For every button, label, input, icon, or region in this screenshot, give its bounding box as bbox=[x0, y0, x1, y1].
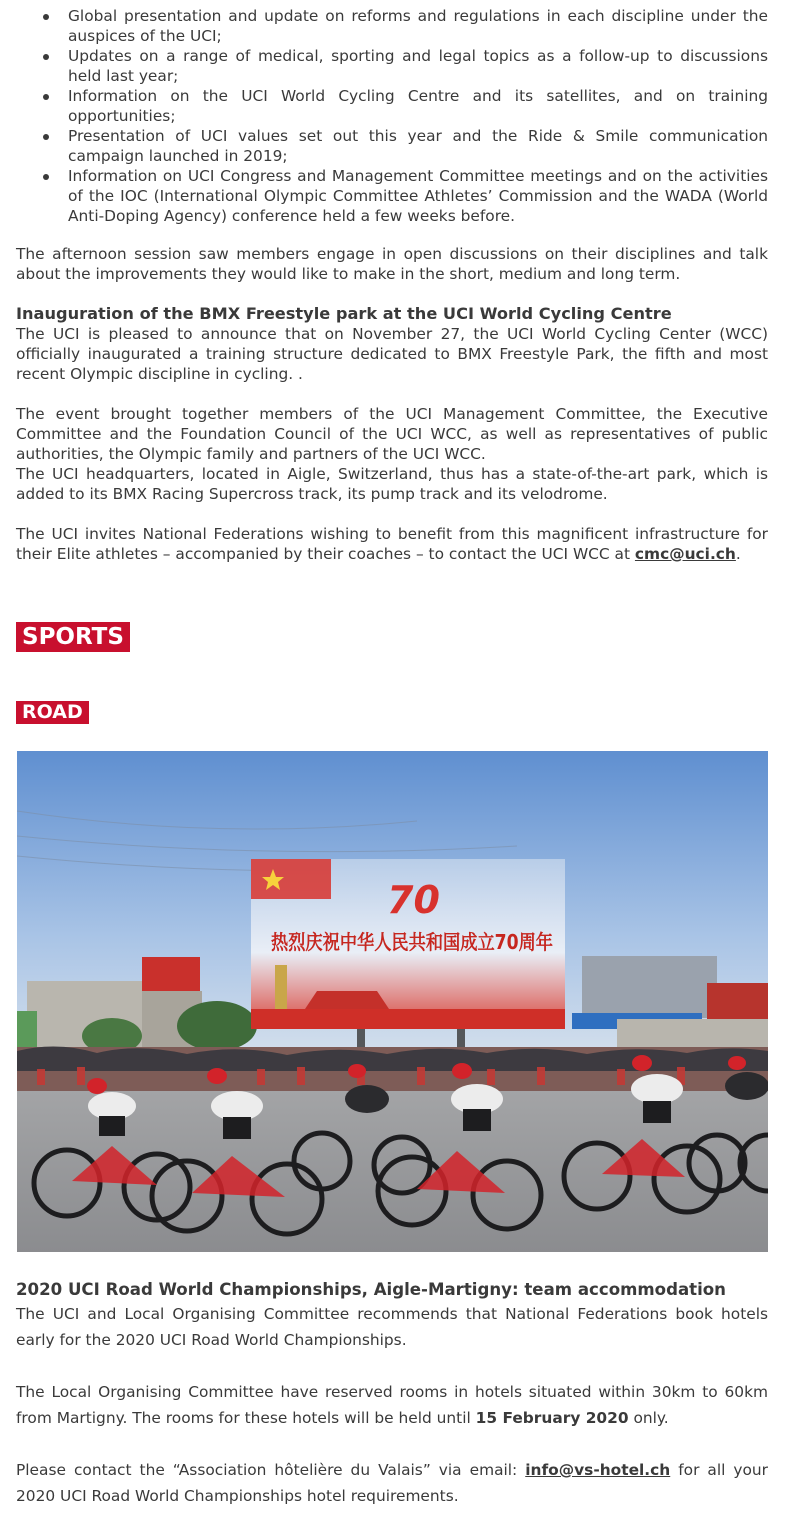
section-badge-road: ROAD bbox=[16, 701, 89, 724]
bmx-contact-end: . bbox=[735, 545, 741, 563]
bmx-heading: Inauguration of the BMX Freestyle park at the UCI World Cycling Centre bbox=[16, 304, 672, 323]
list-item: Updates on a range of medical, sporting and legal topics as a follow-up to discussions held last year; bbox=[16, 46, 768, 86]
road-paragraph-2-text: The Local Organising Committee have reserved rooms in hotels situated within 30km to 60km from Martigny. The rooms for these hotels will be held until bbox=[16, 1383, 768, 1427]
bmx-paragraph-3: The UCI headquarters, located in Aigle, Switzerland, thus has a state-of-the-art park, which is added to its BMX Racing Supercross track, its pump track and its velodrome. bbox=[16, 465, 768, 503]
deadline-date: 15 February 2020 bbox=[475, 1409, 629, 1427]
race-photo bbox=[17, 751, 768, 1252]
section-badge-sports: SPORTS bbox=[16, 622, 130, 652]
newsletter-content bbox=[16, 0, 768, 1505]
road-paragraph-2 bbox=[16, 1379, 768, 1431]
road-section bbox=[16, 1279, 768, 1509]
road-heading: 2020 UCI Road World Championships, Aigle-Martigny: team accommodation bbox=[16, 1280, 726, 1299]
celebration-banner bbox=[251, 859, 565, 1029]
hotel-email-link[interactable]: info@vs-hotel.ch bbox=[525, 1461, 671, 1479]
road-paragraph-1: The UCI and Local Organising Committee recommends that National Federations book hotels early for the 2020 UCI Road World Championships. bbox=[16, 1305, 768, 1349]
bmx-paragraph-1: The UCI is pleased to announce that on November 27, the UCI World Cycling Center (WCC) officially inaugurated a training structure dedicated to BMX Freestyle Park, the fifth and most recent Olympic discipline in cycling. . bbox=[16, 325, 768, 383]
banner-slogan: 热烈庆祝中华人民共和国成立70周年 bbox=[271, 930, 553, 954]
wcc-email-link[interactable]: cmc@uci.ch bbox=[634, 545, 736, 563]
agenda-list bbox=[16, 6, 768, 226]
list-item: Information on UCI Congress and Management Committee meetings and on the activities of the IOC (International Olympic Committee Athletes’ Commission and the WADA (World Anti-Doping Agency) conference held a few weeks before. bbox=[16, 166, 768, 226]
list-item: Global presentation and update on reforms and regulations in each discipline under the auspices of the UCI; bbox=[16, 6, 768, 46]
road-paragraph-3-end: for all your 2020 UCI Road World Championships hotel requirements. bbox=[16, 1461, 768, 1505]
bmx-paragraph-2: The event brought together members of the UCI Management Committee, the Executive Committee and the Foundation Council of the UCI WCC, as well as representatives of public authorities, the Olympic family and partners of the UCI WCC. bbox=[16, 405, 768, 463]
road-paragraph-3-text: Please contact the “Association hôtelière du Valais” via email: bbox=[16, 1461, 526, 1479]
road-paragraph-3 bbox=[16, 1457, 768, 1509]
road-paragraph-2-end: only. bbox=[628, 1409, 669, 1427]
list-item: Presentation of UCI values set out this year and the Ride & Smile communication campaign launched in 2019; bbox=[16, 126, 768, 166]
list-item: Information on the UCI World Cycling Centre and its satellites, and on training opportunities; bbox=[16, 86, 768, 126]
bmx-contact-text: The UCI invites National Federations wishing to benefit from this magnificent infrastructure for their Elite athletes – accompanied by their coaches – to contact the UCI WCC at bbox=[16, 525, 768, 563]
bmx-paragraph-4 bbox=[16, 524, 768, 564]
banner-number: 70 bbox=[387, 878, 440, 922]
bmx-section bbox=[16, 304, 768, 564]
afternoon-paragraph: The afternoon session saw members engage in open discussions on their disciplines and talk about the improvements they would like to make in the short, medium and long term. bbox=[16, 245, 768, 283]
